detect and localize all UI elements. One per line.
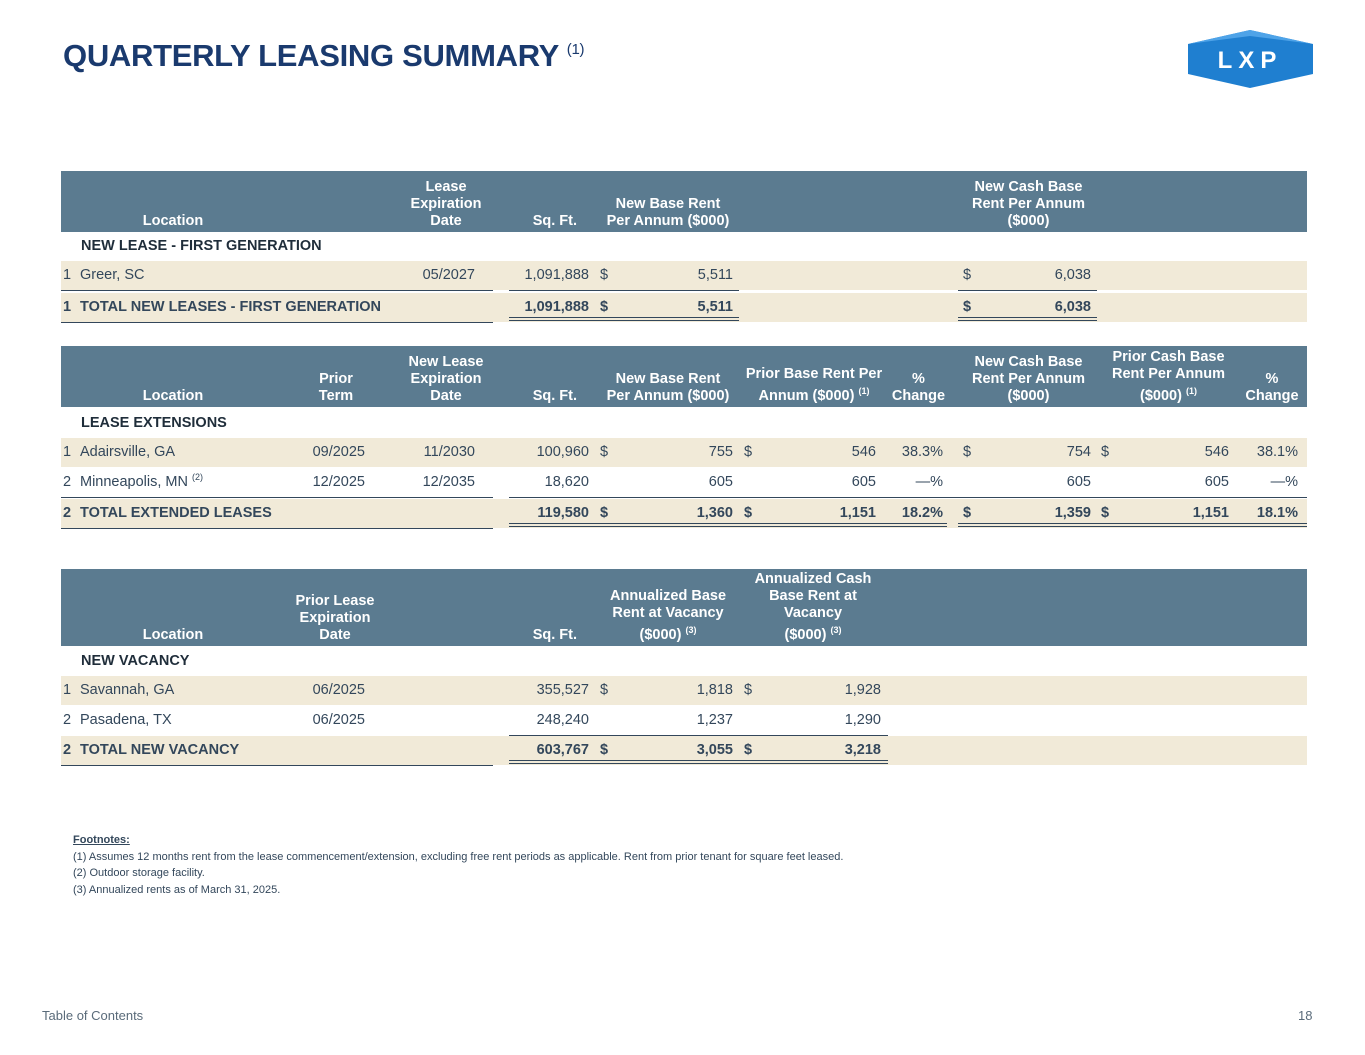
table-of-contents-link[interactable]: Table of Contents <box>42 1008 144 1023</box>
table-row: 1 Savannah, GA 06/2025 355,527 $ 1,818 $ 1,928 <box>61 676 1307 705</box>
section-row <box>61 232 1307 261</box>
total-label: TOTAL NEW LEASES - FIRST GENERATION <box>80 299 382 315</box>
total-label: TOTAL NEW VACANCY <box>80 742 240 758</box>
lxp-logo[interactable] <box>1188 30 1313 88</box>
header-sqft: Sq. Ft. <box>532 627 577 643</box>
header-new-cash-base-rent: New Cash Base Rent Per Annum ($000) <box>971 179 1086 229</box>
total-row: 2 TOTAL NEW VACANCY 603,767 $ 3,055 $ 3,218 <box>61 736 1307 765</box>
footnotes-heading: Footnotes: <box>73 834 130 846</box>
page-title: QUARTERLY LEASING SUMMARY $^{(1)}$ <box>63 38 585 73</box>
total-label: TOTAL EXTENDED LEASES <box>80 505 272 521</box>
header-sqft: Sq. Ft. <box>532 213 577 229</box>
header-new-lease-expiration: New Lease Expiration Date <box>408 354 484 404</box>
section-label: NEW LEASE - FIRST GENERATION <box>81 238 322 254</box>
table-header <box>61 171 1307 232</box>
location: Pasadena, TX <box>80 712 172 728</box>
location: Savannah, GA <box>80 682 175 698</box>
footnote-ref: (2) <box>192 472 204 483</box>
location: Minneapolis, MN $^{(2)}$ <box>80 472 204 490</box>
header-pct-change: % Change <box>891 371 946 404</box>
header-new-base-rent: New Base Rent Per Annum ($000) <box>606 196 730 229</box>
table-row: 1 Adairsville, GA 09/2025 11/2030 100,960 $ 755 $ 546 38.3% $ 754 $ 546 38.1% <box>61 438 1307 467</box>
total-row: 2 TOTAL EXTENDED LEASES 119,580 $ 1,360 $ 1,151 18.2% $ 1,359 $ 1,151 18.1% <box>61 499 1307 528</box>
header-location: Location <box>142 627 204 643</box>
header-annualized-cash-base-rent: Annualized Cash Base Rent at Vacancy ($000) $^{(3)}$ <box>754 571 872 643</box>
header-new-cash-base-rent: New Cash Base Rent Per Annum ($000) <box>971 354 1086 404</box>
header-prior-term: Prior Term <box>318 371 354 404</box>
header-sqft: Sq. Ft. <box>532 388 577 404</box>
header-location: Location <box>142 213 204 229</box>
table-row: 1 Greer, SC 05/2027 1,091,888 $ 5,511 $ 6,038 <box>61 261 1307 290</box>
header-prior-lease-expiration: Prior Lease Expiration Date <box>295 593 375 643</box>
footnote: (3) Annualized rents as of March 31, 2025. <box>73 883 281 896</box>
section-label: NEW VACANCY <box>81 653 190 669</box>
header-pct-change-cash: % Change <box>1245 371 1299 404</box>
table-row: 2 Pasadena, TX 06/2025 248,240 1,237 1,290 <box>61 706 1307 735</box>
header-new-base-rent: New Base Rent Per Annum ($000) <box>606 371 730 404</box>
header-annualized-base-rent: Annualized Base Rent at Vacancy ($000) $^{(3)}$ <box>609 588 727 643</box>
section-row <box>61 409 1307 438</box>
total-row: 1 TOTAL NEW LEASES - FIRST GENERATION 1,091,888 $ 5,511 $ 6,038 <box>61 293 1307 322</box>
section-row <box>61 647 1307 676</box>
footnotes <box>73 832 843 898</box>
title-footnote-ref: (1) <box>566 41 585 58</box>
footnote: (1) Assumes 12 months rent from the lease commencement/extension, excluding free rent periods as applicable. Rent from prior tenant for square feet leased. <box>73 850 844 863</box>
header-prior-cash-base-rent: Prior Cash Base Rent Per Annum ($000) $^{(1)}$ <box>1111 349 1226 404</box>
header-location: Location <box>142 388 204 404</box>
location: Adairsville, GA <box>80 444 176 460</box>
footnote: (2) Outdoor storage facility. <box>73 867 205 879</box>
table-header <box>61 569 1307 646</box>
logo-text: LXP <box>1217 47 1283 74</box>
header-lease-expiration: Lease Expiration Date <box>410 179 482 229</box>
location: Greer, SC <box>80 267 145 283</box>
section-label: LEASE EXTENSIONS <box>81 415 227 431</box>
page-number: 18 <box>1298 1008 1313 1023</box>
table-row: 2 Minneapolis, MN $^{(2)}$ 12/2025 12/2035 18,620 605 605 —% 605 605 —% <box>61 468 1307 497</box>
header-prior-base-rent: Prior Base Rent Per Annum ($000) $^{(1)}$ <box>745 366 883 404</box>
table-header <box>61 346 1307 407</box>
